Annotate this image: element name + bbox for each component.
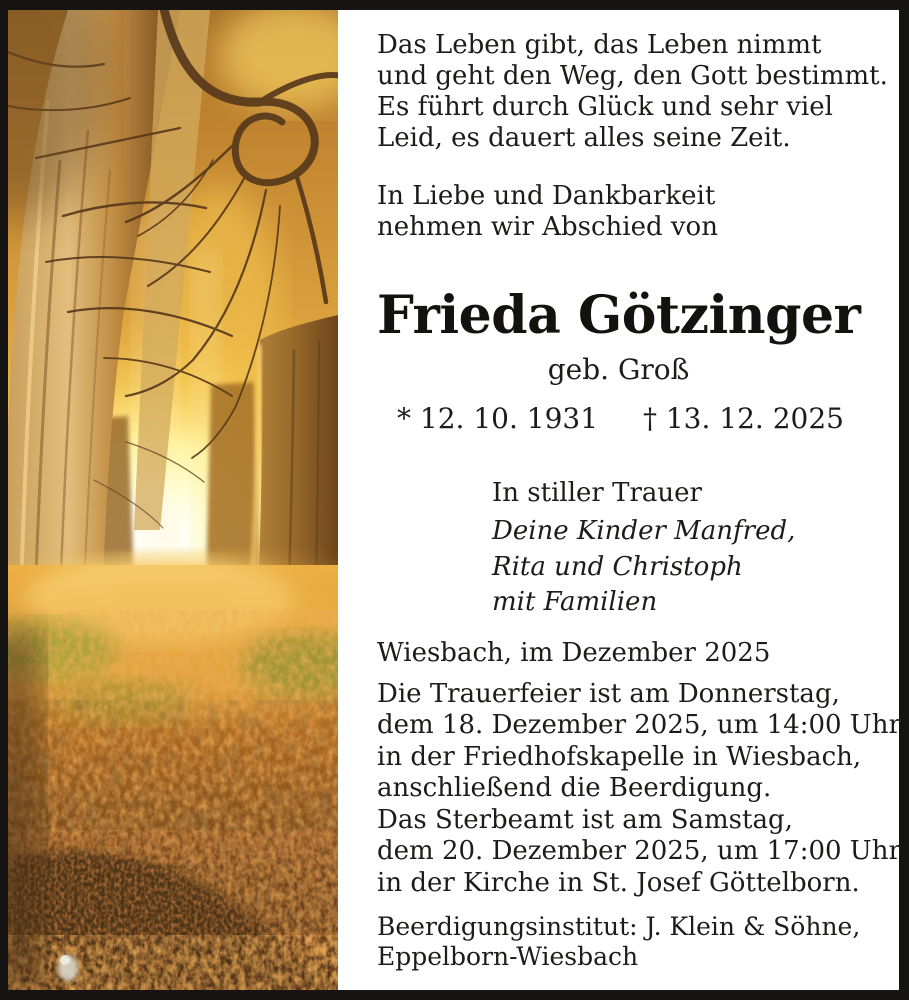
funeral-home-line: Beerdigungsinstitut: J. Klein & Söhne, — [377, 912, 861, 941]
service-line: dem 20. Dezember 2025, um 17:00 Uhr — [377, 836, 901, 866]
mourner-line: Deine Kinder Manfred, — [492, 516, 796, 546]
place-date: Wiesbach, im Dezember 2025 — [377, 637, 771, 668]
mourner-line: mit Familien — [492, 587, 658, 617]
verse-line: Das Leben gibt, das Leben nimmt — [377, 30, 822, 60]
funeral-home-line: Eppelborn-Wiesbach — [377, 942, 639, 971]
verse-line: und geht den Weg, den Gott bestimmt. — [377, 61, 888, 91]
service-line: anschließend die Beerdigung. — [377, 773, 772, 803]
notice-panel — [338, 10, 899, 990]
service-line: in der Kirche in St. Josef Göttelborn. — [377, 867, 860, 898]
service-line: Die Trauerfeier ist am Donnerstag, — [377, 678, 840, 709]
service-line: in der Friedhofskapelle in Wiesbach, — [377, 741, 862, 772]
mourner-line: Rita und Christoph — [492, 551, 743, 582]
photo-frame — [8, 10, 338, 990]
verse-line: Es führt durch Glück und sehr viel — [377, 92, 833, 122]
intro-line: nehmen wir Abschied von — [377, 212, 718, 242]
opening-verse — [377, 30, 888, 154]
farewell-intro — [377, 181, 860, 243]
maiden-name: geb. Groß — [547, 353, 690, 386]
verse-line: Leid, es dauert alles seine Zeit. — [377, 123, 791, 153]
funeral-home — [377, 912, 860, 972]
deceased-name: Frieda Götzinger — [377, 285, 861, 346]
service-line: Das Sterbeamt ist am Samstag, — [377, 804, 793, 835]
birth-date: * 12. 10. 1931 — [397, 402, 599, 435]
life-dates — [377, 401, 860, 437]
forest-path-photo — [8, 10, 338, 990]
service-line: dem 18. Dezember 2025, um 14:00 Uhr — [377, 710, 901, 740]
mourning-block — [492, 477, 860, 621]
death-date: † 13. 12. 2025 — [642, 402, 844, 435]
service-details — [377, 678, 901, 900]
mourning-header: In stiller Trauer — [492, 478, 702, 508]
mourners — [492, 514, 860, 621]
intro-line: In Liebe und Dankbarkeit — [377, 181, 716, 211]
